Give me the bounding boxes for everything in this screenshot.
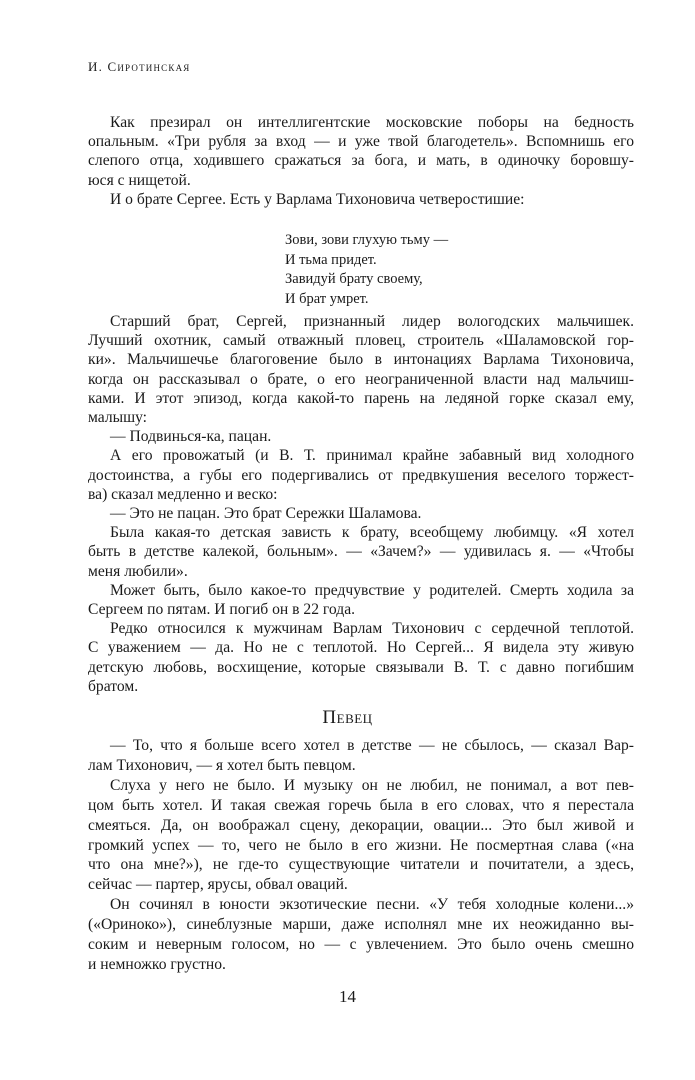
text-line: сейчас — партер, ярусы, обвал оваций. [88, 876, 348, 894]
running-head: И. Сиротинская [88, 59, 191, 74]
text-line: быть в детстве калекой, больным». — «Зачем?» — удивилась я. — «Чтобы [88, 543, 634, 561]
paragraph [88, 736, 634, 776]
paragraph [88, 776, 634, 895]
paragraph [88, 446, 634, 504]
text-line: Старший брат, Сергей, признанный лидер вологодских мальчишек. [110, 313, 634, 330]
text-line: С уважением — да. Но не с теплотой. Но Сергей... Я видела эту живую [88, 639, 634, 657]
text-line: малышу: [88, 409, 148, 427]
text-line: Как презирал он интеллигентские московские поборы на бедность [110, 114, 634, 131]
body-text-section-3 [88, 736, 634, 975]
poem-line: Завидуй брату своему, [285, 271, 423, 288]
text-line: Слуха у него не было. И музыку он не любил, не понимал, а вот пев- [110, 776, 634, 794]
text-line: Сергеем по пятам. И погиб он в 22 года. [88, 601, 356, 619]
paragraph [88, 523, 634, 581]
text-line: цом быть хотел. И такая свежая горечь была в его словах, что я перестала [88, 796, 634, 814]
text-line: А его провожатый (и В. Т. принимал крайне забавный вид холодного [110, 447, 634, 465]
text-line: ки». Мальчишечье благоговение было в интонациях Варлама Тихоновича, [88, 351, 634, 369]
text-line: — То, что я больше всего хотел в детстве — не сбылось, — сказал Вар- [110, 737, 634, 754]
text-line: Он сочинял в юности экзотические песни. «У тебя холодные колени...» [110, 896, 634, 914]
paragraph [88, 190, 634, 209]
text-line: Редко относился к мужчинам Варлам Тихонович с сердечной теплотой. [110, 620, 634, 638]
text-line: что она мне?»), не где-то существующие читатели и почитатели, а здесь, [88, 856, 634, 874]
text-line: ками. И этот эпизод, когда какой-то парень на ледяной горке сказал ему, [88, 389, 634, 407]
paragraph [88, 504, 634, 523]
text-line: ва) сказал медленно и веско: [88, 485, 278, 503]
text-line: смеяться. Да, он воображал сцену, декорации, овации... Это был живой и [88, 816, 634, 834]
paragraph [88, 581, 634, 619]
poem-line: И брат умрет. [285, 290, 369, 307]
poem-line: И тьма придет. [285, 251, 377, 268]
poem-line: Зови, зови глухую тьму — [285, 232, 449, 248]
text-line: Была какая-то детская зависть к брату, всеобщему любимцу. «Я хотел [110, 524, 634, 542]
poem-quatrain [285, 231, 448, 309]
paragraph [88, 312, 634, 427]
text-line: юся с нищетой. [88, 171, 191, 189]
text-line: братом. [88, 677, 139, 695]
body-text-section-1 [88, 113, 634, 209]
body-text-section-2 [88, 312, 634, 696]
text-line: и немножко грустно. [88, 955, 226, 973]
text-line: («Ориноко»), синеблузные марши, даже исполнял мне их неожиданно вы- [88, 916, 634, 934]
page-number: 14 [339, 987, 356, 1006]
text-line: — Это не пацан. Это брат Сережки Шаламова. [110, 505, 422, 523]
text-line: Лучший охотник, самый отважный пловец, строитель «Шаламовской гор- [88, 332, 634, 350]
text-line: меня любили». [88, 562, 188, 580]
text-line: слепого отца, ходившего сражаться за бога, и мать, в одиночку боровшу- [88, 152, 634, 170]
paragraph [88, 113, 634, 190]
text-line: Может быть, было какое-то предчувствие у родителей. Смерть ходила за [110, 581, 634, 599]
text-line: лам Тихонович, — я хотел быть певцом. [88, 756, 356, 774]
text-line: детскую любовь, восхищение, которые связывали В. Т. с давно погибшим [88, 658, 634, 676]
text-line: громкий успех — то, чего не было в его жизни. Не посмертная слава («на [88, 836, 634, 854]
text-line: достоинства, а губы его подергивались от предвкушения веселого торжест- [88, 466, 634, 484]
text-line: И о брате Сергее. Есть у Варлама Тихоновича четверостишие: [110, 190, 525, 208]
section-heading: Певец [322, 707, 373, 728]
text-line: когда он рассказывал о брате, о его неограниченной власти над мальчиш- [88, 370, 634, 388]
text-line: соким и неверным голосом, но — с увлечением. Это было очень смешно [88, 936, 634, 954]
text-line: опальным. «Три рубля за вход — и уже твой благодетель». Вспомнишь его [88, 133, 634, 151]
paragraph [88, 427, 634, 446]
paragraph [88, 619, 634, 696]
text-line: — Подвинься-ка, пацан. [110, 428, 272, 446]
paragraph [88, 895, 634, 975]
